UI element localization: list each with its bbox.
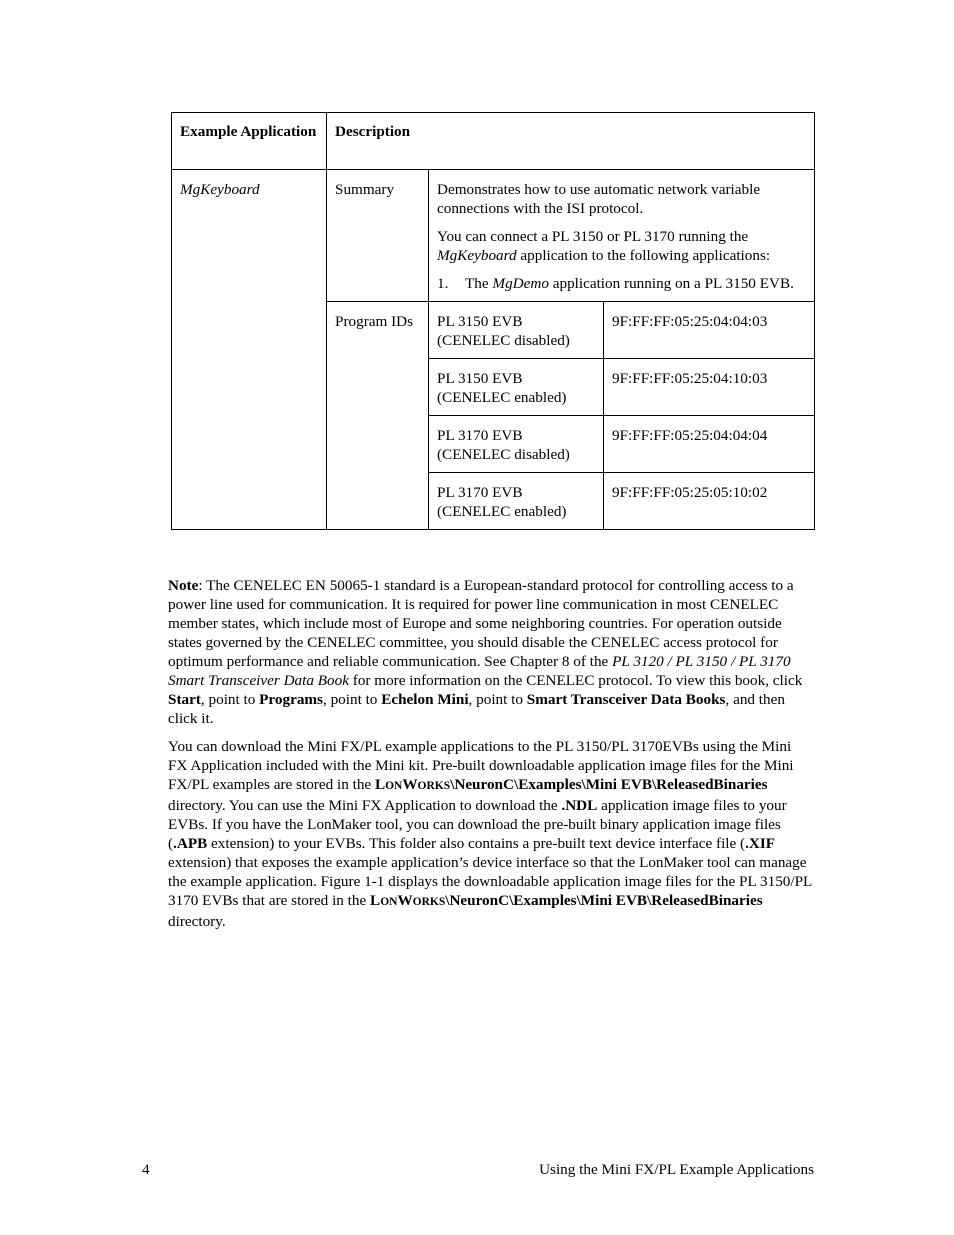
program-id-device: PL 3170 EVB (CENELEC disabled) bbox=[429, 416, 604, 473]
list-number: 1. bbox=[437, 275, 449, 292]
lonworks-path: LONWORKS\NeuronC\Examples\Mini EVB\ReleasedBinaries bbox=[374, 776, 768, 793]
download-paragraph: You can download the Mini FX/PL example applications to the PL 3150/PL 3170EVBs using the Mini FX Application included with the Mini kit. Pre-built downloadable application image files for the Mini FX/PL examples are stored in the LONWORKS\NeuronC\Examples\Mini EVB\ReleasedBinaries directory. You can use the Mini FX Application to download the .NDL application image files to your EVBs. If you have the LonMaker tool, you can download the pre-built binary application image files (.APB extension) to your EVBs. This folder also contains a pre-built text device interface file (.XIF extension) that exposes the example application’s device interface so that the LonMaker tool can manage the example application. Figure 1-1 displays the downloadable application image files for the PL 3150/PL 3170 EVBs that are stored in the LONWORKS\NeuronC\Examples\Mini EVB\ReleasedBinaries directory. bbox=[168, 738, 812, 930]
summary-para-2: You can connect a PL 3150 or PL 3170 running the MgKeyboard application to the following applications: bbox=[437, 228, 771, 264]
app-name: MgKeyboard bbox=[180, 181, 260, 198]
program-id-value: 9F:FF:FF:05:25:04:04:04 bbox=[604, 416, 815, 473]
header-example-application: Example Application bbox=[172, 113, 327, 170]
summary-cell bbox=[429, 170, 815, 302]
program-id-device: PL 3150 EVB (CENELEC disabled) bbox=[429, 302, 604, 359]
note-paragraph: Note: The CENELEC EN 50065-1 standard is a European-standard protocol for controlling access to a power line used for communication. It is required for power line communication in most CENELEC member states, which include most of Europe and some neighboring countries. For operation outside states governed by the CENELEC committee, you should disable the CENELEC access protocol for optimum performance and reliable communication. See Chapter 8 of the PL 3120 / PL 3150 / PL 3170 Smart Transceiver Data Book for more information on the CENELEC protocol. To view this book, click Start, point to Programs, point to Echelon Mini, point to Smart Transceiver Data Books, and then click it. bbox=[168, 577, 803, 727]
summary-list-item bbox=[437, 274, 808, 293]
example-applications-table bbox=[171, 112, 815, 530]
list-text: The MgDemo application running on a PL 3150 EVB. bbox=[465, 275, 794, 292]
program-id-value: 9F:FF:FF:05:25:04:04:03 bbox=[604, 302, 815, 359]
program-ids-label: Program IDs bbox=[327, 302, 429, 530]
program-id-value: 9F:FF:FF:05:25:04:10:03 bbox=[604, 359, 815, 416]
page-number: 4 bbox=[142, 1161, 150, 1178]
running-footer-title: Using the Mini FX/PL Example Applications bbox=[539, 1161, 814, 1178]
program-id-device: PL 3170 EVB (CENELEC enabled) bbox=[429, 473, 604, 530]
program-id-value: 9F:FF:FF:05:25:05:10:02 bbox=[604, 473, 815, 530]
lonworks-path: LONWORKS\NeuronC\Examples\Mini EVB\ReleasedBinaries bbox=[370, 892, 763, 909]
table-row-summary bbox=[172, 170, 815, 302]
app-name-cell bbox=[172, 170, 327, 530]
program-id-device: PL 3150 EVB (CENELEC enabled) bbox=[429, 359, 604, 416]
header-description: Description bbox=[327, 113, 815, 170]
summary-label: Summary bbox=[327, 170, 429, 302]
body-text bbox=[168, 576, 814, 940]
summary-para-1: Demonstrates how to use automatic network variable connections with the ISI protocol. bbox=[437, 181, 761, 217]
table-header-row bbox=[172, 113, 815, 170]
